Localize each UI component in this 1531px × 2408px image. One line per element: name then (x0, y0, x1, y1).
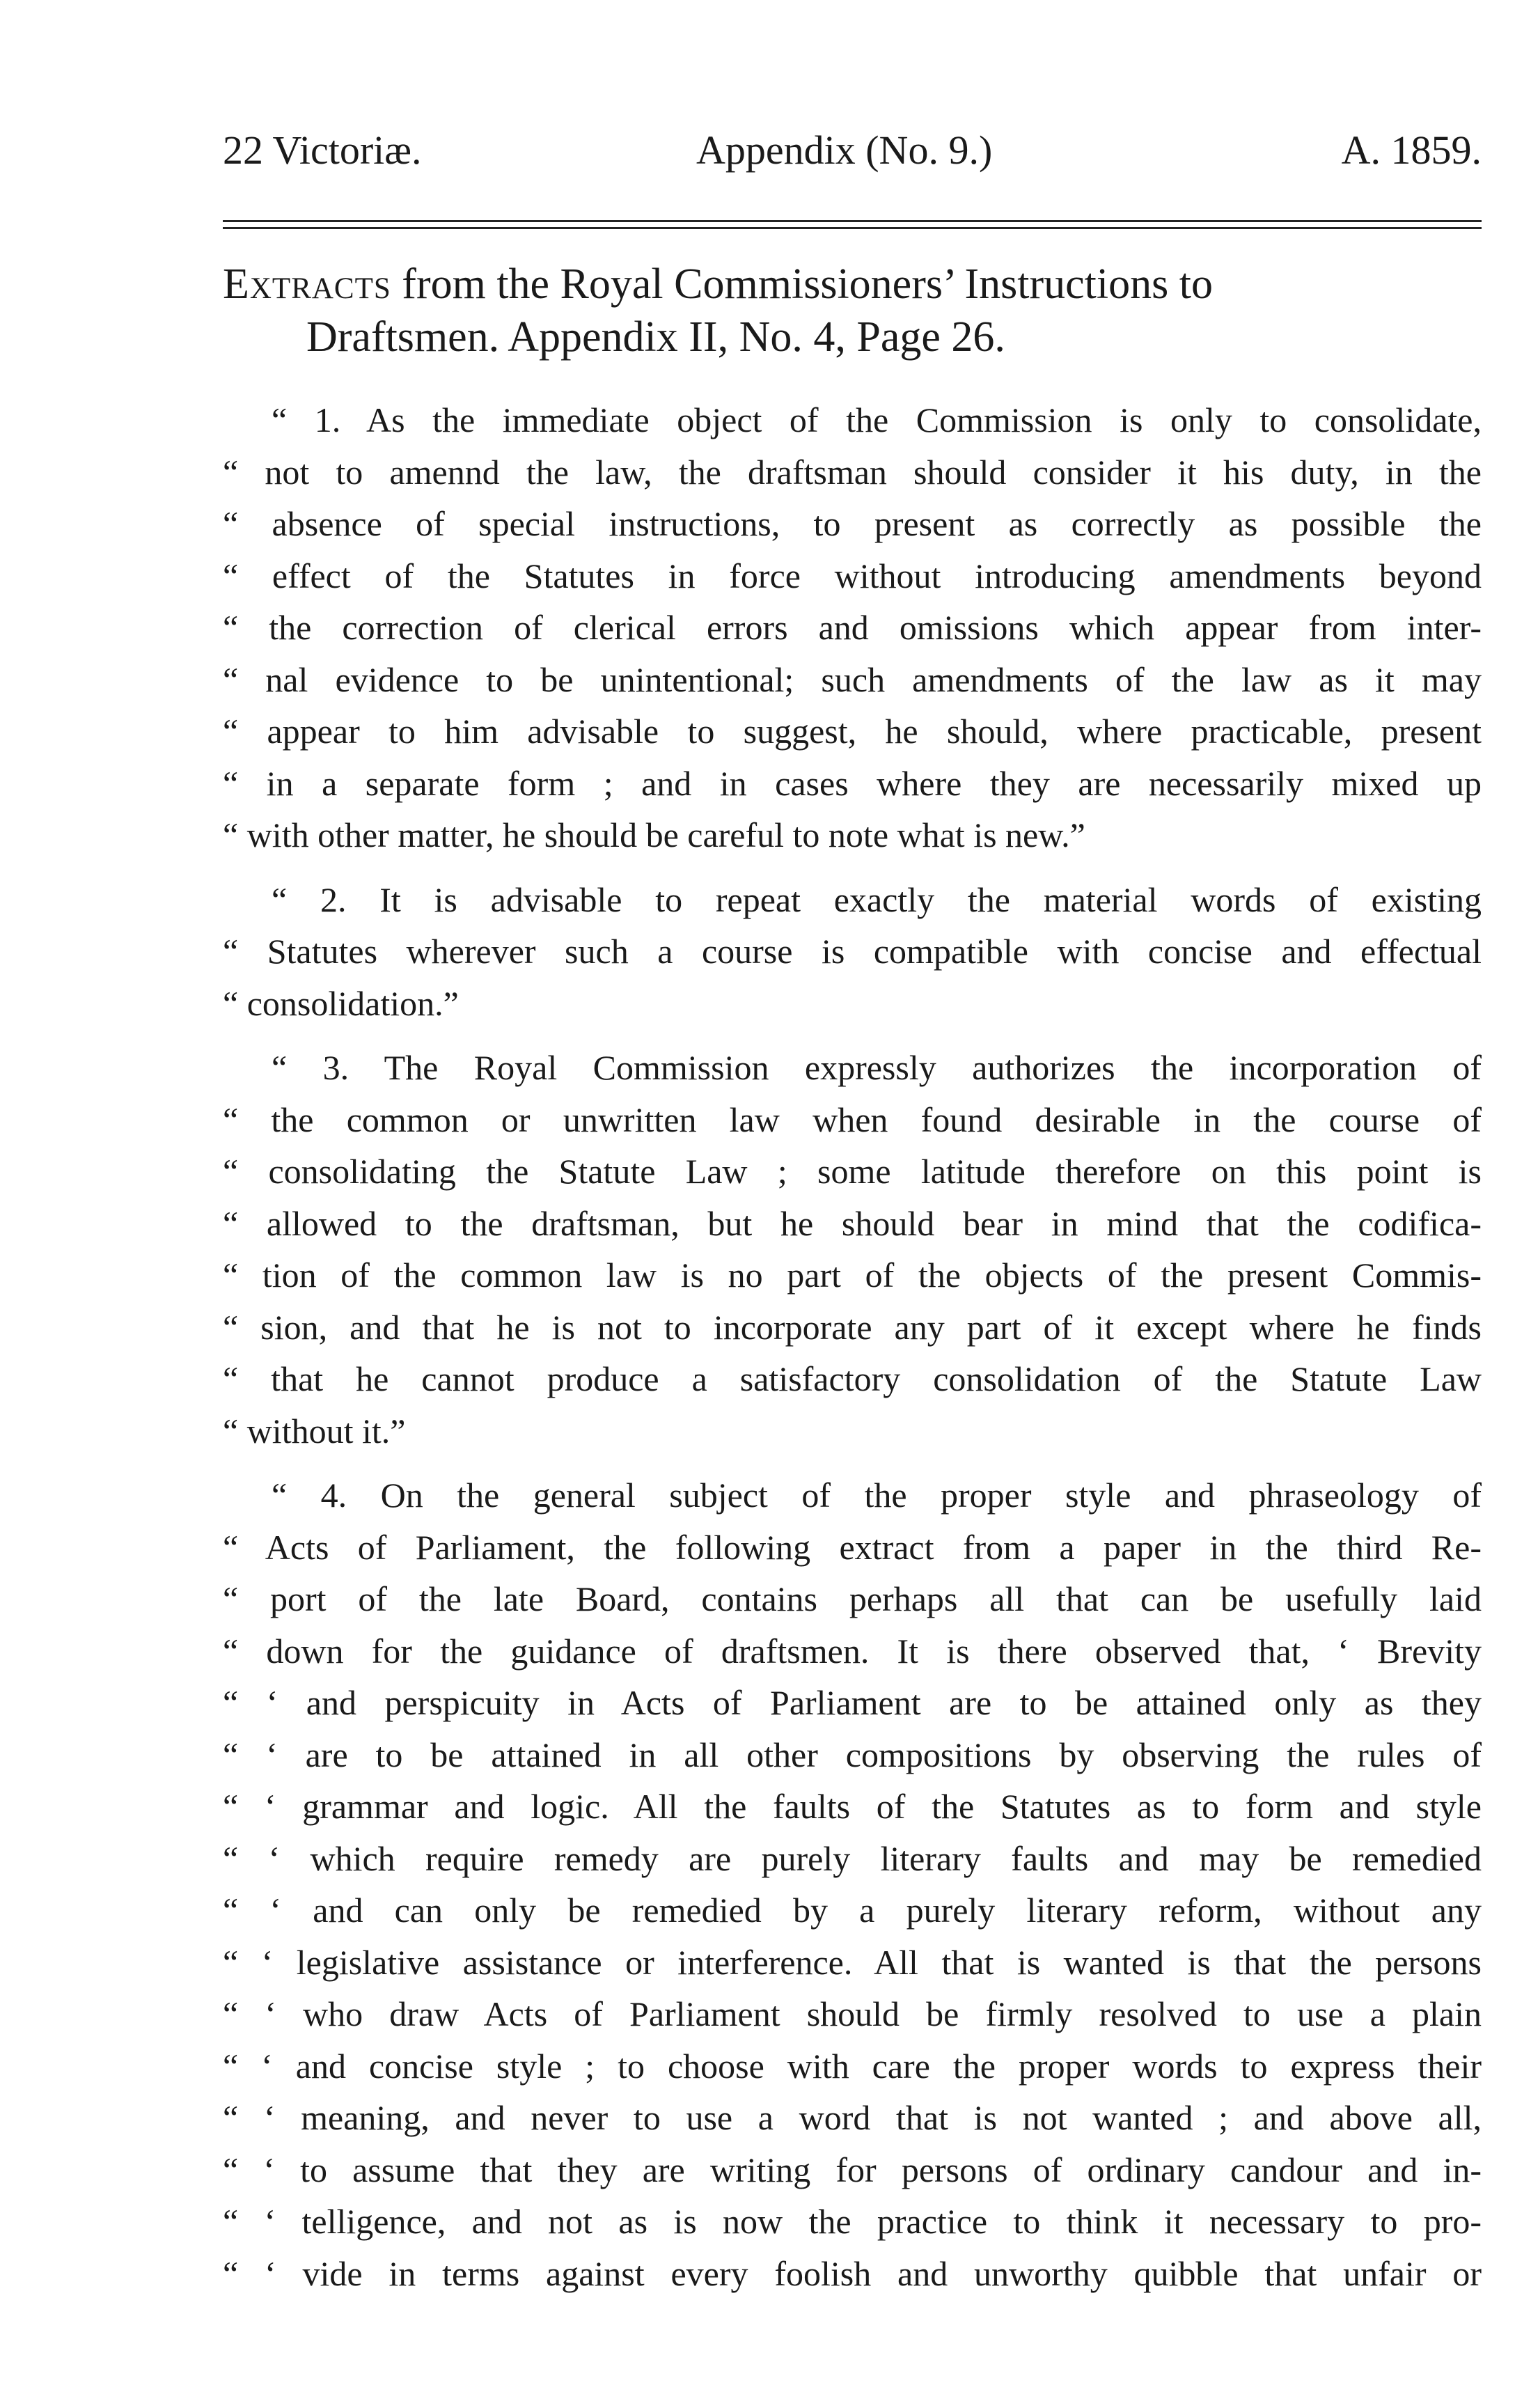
text-line: “ port of the late Board, contains perhaps all that can be usefully laid (223, 1579, 1482, 1618)
text-line: “ 3. The Royal Commission expressly authorizes the incorporation of (272, 1048, 1482, 1087)
text-line: “ ‘ are to be attained in all other compositions by observing the rules of (223, 1735, 1482, 1774)
section-title (223, 258, 1482, 363)
header-session: 22 Victoriæ. (223, 127, 422, 173)
paragraph-4 (223, 1469, 1482, 2299)
text-line: “ with other matter, he should be careful to note what is new.” (223, 815, 1085, 854)
text-line: “ effect of the Statutes in force without introducing amendments beyond (223, 556, 1482, 595)
text-line: “ ‘ which require remedy are purely literary faults and may be remedied (223, 1838, 1482, 1878)
text-line: “ ‘ meaning, and never to use a word that is not wanted ; and above all, (223, 2098, 1482, 2137)
text-line: “ 2. It is advisable to repeat exactly the material words of existing (272, 879, 1482, 919)
header-year: A. 1859. (1341, 127, 1482, 173)
header-rule-bottom (223, 227, 1482, 229)
text-line: “ the correction of clerical errors and omissions which appear from inter- (223, 608, 1482, 647)
paragraph-1 (223, 394, 1482, 861)
paragraph-3 (223, 1042, 1482, 1457)
text-line: “ the common or unwritten law when found desirable in the course of (223, 1100, 1482, 1139)
text-line: “ ‘ vide in terms against every foolish and unworthy quibble that unfair or (223, 2253, 1482, 2293)
text-line: “ sion, and that he is not to incorporate any part of it except where he finds (223, 1307, 1482, 1347)
text-line: “ 4. On the general subject of the proper style and phraseology of (272, 1476, 1482, 1515)
text-line: “ allowed to the draftsman, but he should bear in mind that the codifica- (223, 1203, 1482, 1243)
text-line: “ ‘ telligence, and not as is now the practice to think it necessary to pro- (223, 2202, 1482, 2241)
paragraph-2 (223, 874, 1482, 1030)
text-line: “ in a separate form ; and in cases where they are necessarily mixed up (223, 763, 1482, 803)
text-line: “ not to amennd the law, the draftsman should consider it his duty, in the (223, 452, 1482, 492)
header-rule-top (223, 220, 1482, 222)
text-line: “ ‘ legislative assistance or interference. All that is wanted is that the persons (223, 1942, 1482, 1982)
text-line: “ ‘ and can only be remedied by a purely literary reform, without any (223, 1891, 1482, 1930)
header-appendix: Appendix (No. 9.) (696, 127, 993, 173)
text-line: “ appear to him advisable to suggest, he should, where practicable, present (223, 712, 1482, 751)
text-line: “ down for the guidance of draftsmen. It is there observed that, ‘ Brevity (223, 1631, 1482, 1671)
text-line: “ ‘ who draw Acts of Parliament should be firmly resolved to use a plain (223, 1994, 1482, 2033)
title-line-2: Draftsmen. Appendix II, No. 4, Page 26. (306, 313, 1005, 361)
document-body (223, 394, 1482, 2299)
text-line: “ without it.” (223, 1411, 406, 1451)
text-line: “ ‘ to assume that they are writing for persons of ordinary candour and in- (223, 2150, 1482, 2189)
text-line: “ Acts of Parliament, the following extract from a paper in the third Re- (223, 1527, 1482, 1567)
text-line: “ tion of the common law is no part of the objects of the present Commis- (223, 1256, 1482, 1295)
text-line: “ Statutes wherever such a course is compatible with concise and effectual (223, 932, 1482, 971)
text-line: “ ‘ and perspicuity in Acts of Parliament are to be attained only as they (223, 1683, 1482, 1722)
text-line: “ absence of special instructions, to present as correctly as possible the (223, 504, 1482, 543)
title-smallcaps: Extracts (223, 260, 391, 308)
title-line-1-rest: from the Royal Commissioners’ Instructions to (391, 260, 1213, 308)
text-line: “ nal evidence to be unintentional; such amendments of the law as it may (223, 659, 1482, 699)
title-line-1 (223, 258, 1482, 311)
text-line: “ consolidation.” (223, 983, 459, 1023)
text-line: “ ‘ grammar and logic. All the faults of the Statutes as to form and style (223, 1787, 1482, 1826)
text-line: “ 1. As the immediate object of the Commission is only to consolidate, (272, 400, 1482, 439)
text-line: “ ‘ and concise style ; to choose with care the proper words to express their (223, 2046, 1482, 2086)
text-line: “ that he cannot produce a satisfactory consolidation of the Statute Law (223, 1359, 1482, 1398)
running-header (223, 123, 1482, 178)
text-line: “ consolidating the Statute Law ; some latitude therefore on this point is (223, 1152, 1482, 1191)
